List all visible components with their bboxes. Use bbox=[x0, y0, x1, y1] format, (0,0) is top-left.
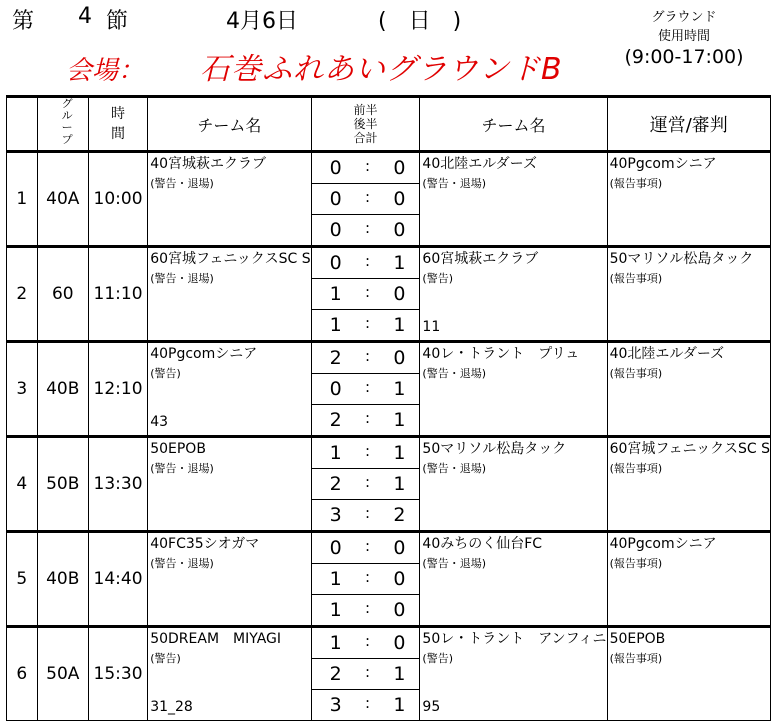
venue-label: 会場： bbox=[66, 56, 145, 86]
score-separator: : bbox=[364, 409, 371, 427]
score-separator: : bbox=[364, 252, 371, 270]
away-team-note: (警告) bbox=[422, 272, 454, 285]
home-score: 0 bbox=[329, 252, 342, 274]
group-header-char: ル bbox=[61, 109, 73, 122]
away-team-cell bbox=[420, 627, 607, 721]
referee-cell bbox=[607, 247, 770, 342]
referee-note: (報告事項) bbox=[609, 557, 663, 570]
home-team-name: 40宮城萩エクラブ bbox=[150, 156, 267, 172]
score-separator: : bbox=[364, 378, 371, 396]
home-team-name: 60宮城フェニックスSC S bbox=[150, 251, 311, 267]
match-time: 12:10 bbox=[88, 342, 147, 437]
away-team-cell bbox=[420, 152, 607, 247]
referee-team: 60宮城フェニックスSC S bbox=[609, 441, 770, 457]
score-cell bbox=[311, 374, 420, 405]
referee-cell bbox=[607, 627, 770, 721]
referee-team: 50EPOB bbox=[609, 631, 666, 647]
away-score: 1 bbox=[393, 473, 406, 495]
away-team-name: 40みちのく仙台FC bbox=[422, 536, 543, 552]
home-team-name: 50DREAM MIYAGI bbox=[150, 631, 282, 647]
away-team-name: 50レ・トラント アンフィニ bbox=[422, 631, 607, 647]
score-cell bbox=[311, 690, 420, 721]
referee-cell bbox=[607, 152, 770, 247]
away-score: 1 bbox=[393, 252, 406, 274]
ground-label: グラウンド bbox=[651, 10, 717, 25]
score-separator: : bbox=[364, 504, 371, 522]
section-label: 第 bbox=[12, 9, 35, 34]
away-team-cell bbox=[420, 437, 607, 532]
away-team-note: (警告・退場) bbox=[422, 462, 487, 475]
home-score: 1 bbox=[329, 314, 342, 336]
away-team-name: 40レ・トラント プリュ bbox=[422, 346, 580, 362]
referee-note: (報告事項) bbox=[609, 652, 663, 665]
referee-team: 40北陸エルダーズ bbox=[609, 346, 725, 362]
home-team-note: (警告・退場) bbox=[150, 557, 214, 570]
away-team-name: 40北陸エルダーズ bbox=[422, 156, 537, 172]
score-cell bbox=[311, 659, 420, 690]
score-separator: : bbox=[364, 442, 371, 460]
time-header-char: 間 bbox=[111, 126, 126, 142]
score-separator: : bbox=[364, 314, 371, 332]
ground-hours-box bbox=[604, 8, 764, 68]
away-team-extra: 95 bbox=[422, 699, 441, 715]
referee-note: (報告事項) bbox=[609, 177, 663, 190]
score-separator: : bbox=[364, 283, 371, 301]
away-score: 1 bbox=[393, 314, 406, 336]
home-score: 2 bbox=[329, 409, 342, 431]
referee-cell bbox=[607, 532, 770, 627]
group-header bbox=[37, 97, 88, 152]
match-row bbox=[7, 247, 771, 279]
home-score: 1 bbox=[329, 632, 342, 654]
home-score: 1 bbox=[329, 283, 342, 305]
home-score: 2 bbox=[329, 347, 342, 369]
match-time: 11:10 bbox=[88, 247, 147, 342]
match-group: 50A bbox=[37, 627, 88, 721]
score-header-line: 後半 bbox=[353, 117, 378, 131]
match-time: 10:00 bbox=[88, 152, 147, 247]
score-cell bbox=[311, 437, 420, 469]
home-score: 1 bbox=[329, 442, 342, 464]
venue-name: 石巻ふれあいグラウンドB bbox=[200, 52, 563, 87]
match-group: 40B bbox=[37, 342, 88, 437]
home-score: 3 bbox=[329, 694, 342, 716]
score-cell bbox=[311, 310, 420, 342]
home-score: 0 bbox=[329, 157, 342, 179]
schedule-table bbox=[6, 95, 771, 721]
match-number: 3 bbox=[7, 342, 38, 437]
match-time: 13:30 bbox=[88, 437, 147, 532]
score-separator: : bbox=[364, 219, 371, 237]
score-separator: : bbox=[364, 157, 371, 175]
away-team-cell bbox=[420, 247, 607, 342]
home-team-cell bbox=[148, 342, 311, 437]
score-separator: : bbox=[364, 694, 371, 712]
time-header-char: 時 bbox=[111, 106, 126, 122]
score-header-line: 合計 bbox=[353, 131, 378, 145]
referee-team: 40Pgcomシニア bbox=[609, 156, 717, 172]
score-separator: : bbox=[364, 537, 371, 555]
away-team-cell bbox=[420, 532, 607, 627]
score-header bbox=[311, 97, 420, 152]
score-cell bbox=[311, 627, 420, 659]
referee-note: (報告事項) bbox=[609, 272, 663, 285]
away-score: 1 bbox=[393, 663, 406, 685]
referee-cell bbox=[607, 437, 770, 532]
home-team-note: (警告・退場) bbox=[150, 272, 214, 285]
away-score: 2 bbox=[393, 504, 406, 526]
away-team-cell bbox=[420, 342, 607, 437]
match-row bbox=[7, 532, 771, 564]
section-suffix: 節 bbox=[106, 9, 129, 34]
section-number: 4 bbox=[78, 4, 92, 29]
match-number: 2 bbox=[7, 247, 38, 342]
away-score: 0 bbox=[393, 188, 406, 210]
header-row bbox=[7, 97, 771, 152]
no-header bbox=[7, 97, 38, 152]
home-team-cell bbox=[148, 532, 311, 627]
score-cell bbox=[311, 247, 420, 279]
match-group: 40B bbox=[37, 532, 88, 627]
away-score: 1 bbox=[393, 409, 406, 431]
score-separator: : bbox=[364, 347, 371, 365]
match-row bbox=[7, 627, 771, 659]
home-team-note: (警告・退場) bbox=[150, 462, 214, 475]
away-score: 0 bbox=[393, 537, 406, 559]
match-number: 5 bbox=[7, 532, 38, 627]
score-cell bbox=[311, 532, 420, 564]
ground-hours: (9:00-17:00) bbox=[624, 46, 744, 68]
score-cell bbox=[311, 342, 420, 374]
home-team-cell bbox=[148, 437, 311, 532]
home-team-cell bbox=[148, 247, 311, 342]
referee-note: (報告事項) bbox=[609, 462, 663, 475]
away-score: 0 bbox=[393, 157, 406, 179]
score-separator: : bbox=[364, 663, 371, 681]
match-weekday: ( 日 ) bbox=[378, 9, 462, 34]
match-number: 1 bbox=[7, 152, 38, 247]
score-separator: : bbox=[364, 188, 371, 206]
score-separator: : bbox=[364, 473, 371, 491]
away-score: 0 bbox=[393, 599, 406, 621]
score-separator: : bbox=[364, 632, 371, 650]
home-score: 1 bbox=[329, 599, 342, 621]
away-team-note: (警告・退場) bbox=[422, 177, 487, 190]
home-team-name: 40Pgcomシニア bbox=[150, 346, 258, 362]
match-time: 15:30 bbox=[88, 627, 147, 721]
home-team-name: 50EPOB bbox=[150, 441, 206, 457]
score-cell bbox=[311, 152, 420, 184]
group-header-char: ー bbox=[61, 121, 73, 134]
away-score: 1 bbox=[393, 694, 406, 716]
home-score: 2 bbox=[329, 473, 342, 495]
home-team-cell bbox=[148, 152, 311, 247]
away-team-note: (警告・退場) bbox=[422, 367, 487, 380]
score-cell bbox=[311, 215, 420, 247]
home-team-name: 40FC35シオガマ bbox=[150, 536, 260, 552]
away-score: 1 bbox=[393, 378, 406, 400]
match-row bbox=[7, 342, 771, 374]
away-score: 1 bbox=[393, 442, 406, 464]
home-score: 0 bbox=[329, 537, 342, 559]
score-header-line: 前半 bbox=[353, 103, 378, 117]
score-cell bbox=[311, 469, 420, 500]
home-team-extra: 31_28 bbox=[150, 699, 193, 715]
match-number: 4 bbox=[7, 437, 38, 532]
score-cell bbox=[311, 595, 420, 627]
home-team-note: (警告) bbox=[150, 652, 181, 665]
away-team-note: (警告) bbox=[422, 652, 454, 665]
time-header bbox=[88, 97, 147, 152]
team-name2-header: チーム名 bbox=[420, 97, 607, 152]
away-score: 0 bbox=[393, 568, 406, 590]
score-separator: : bbox=[364, 599, 371, 617]
referee-note: (報告事項) bbox=[609, 367, 663, 380]
match-time: 14:40 bbox=[88, 532, 147, 627]
referee-cell bbox=[607, 342, 770, 437]
home-team-extra: 43 bbox=[150, 414, 169, 430]
home-team-note: (警告・退場) bbox=[150, 177, 214, 190]
away-team-note: (警告・退場) bbox=[422, 557, 487, 570]
referee-team: 40Pgcomシニア bbox=[609, 536, 717, 552]
group-header-char: プ bbox=[61, 133, 73, 146]
match-group: 50B bbox=[37, 437, 88, 532]
away-score: 0 bbox=[393, 283, 406, 305]
away-team-name: 50マリソル松島タック bbox=[422, 441, 567, 457]
home-score: 2 bbox=[329, 663, 342, 685]
away-team-extra: 11 bbox=[422, 319, 441, 335]
operation-header: 運営/審判 bbox=[607, 97, 770, 152]
match-date: 4月6日 bbox=[226, 9, 298, 34]
team-name-header: チーム名 bbox=[148, 97, 311, 152]
referee-team: 50マリソル松島タック bbox=[609, 251, 754, 267]
score-cell bbox=[311, 279, 420, 310]
score-cell bbox=[311, 500, 420, 532]
away-score: 0 bbox=[393, 632, 406, 654]
score-cell bbox=[311, 405, 420, 437]
score-cell bbox=[311, 184, 420, 215]
match-row bbox=[7, 152, 771, 184]
home-score: 0 bbox=[329, 219, 342, 241]
home-score: 3 bbox=[329, 504, 342, 526]
home-score: 0 bbox=[329, 188, 342, 210]
ground-usage-label: 使用時間 bbox=[657, 29, 710, 44]
away-team-name: 60宮城萩エクラブ bbox=[422, 251, 539, 267]
match-group: 60 bbox=[37, 247, 88, 342]
home-score: 1 bbox=[329, 568, 342, 590]
match-row bbox=[7, 437, 771, 469]
away-score: 0 bbox=[393, 219, 406, 241]
score-separator: : bbox=[364, 568, 371, 586]
match-number: 6 bbox=[7, 627, 38, 721]
match-group: 40A bbox=[37, 152, 88, 247]
score-cell bbox=[311, 564, 420, 595]
home-team-cell bbox=[148, 627, 311, 721]
home-score: 0 bbox=[329, 378, 342, 400]
away-score: 0 bbox=[393, 347, 406, 369]
group-header-char: グ bbox=[61, 97, 73, 110]
home-team-note: (警告) bbox=[150, 367, 181, 380]
